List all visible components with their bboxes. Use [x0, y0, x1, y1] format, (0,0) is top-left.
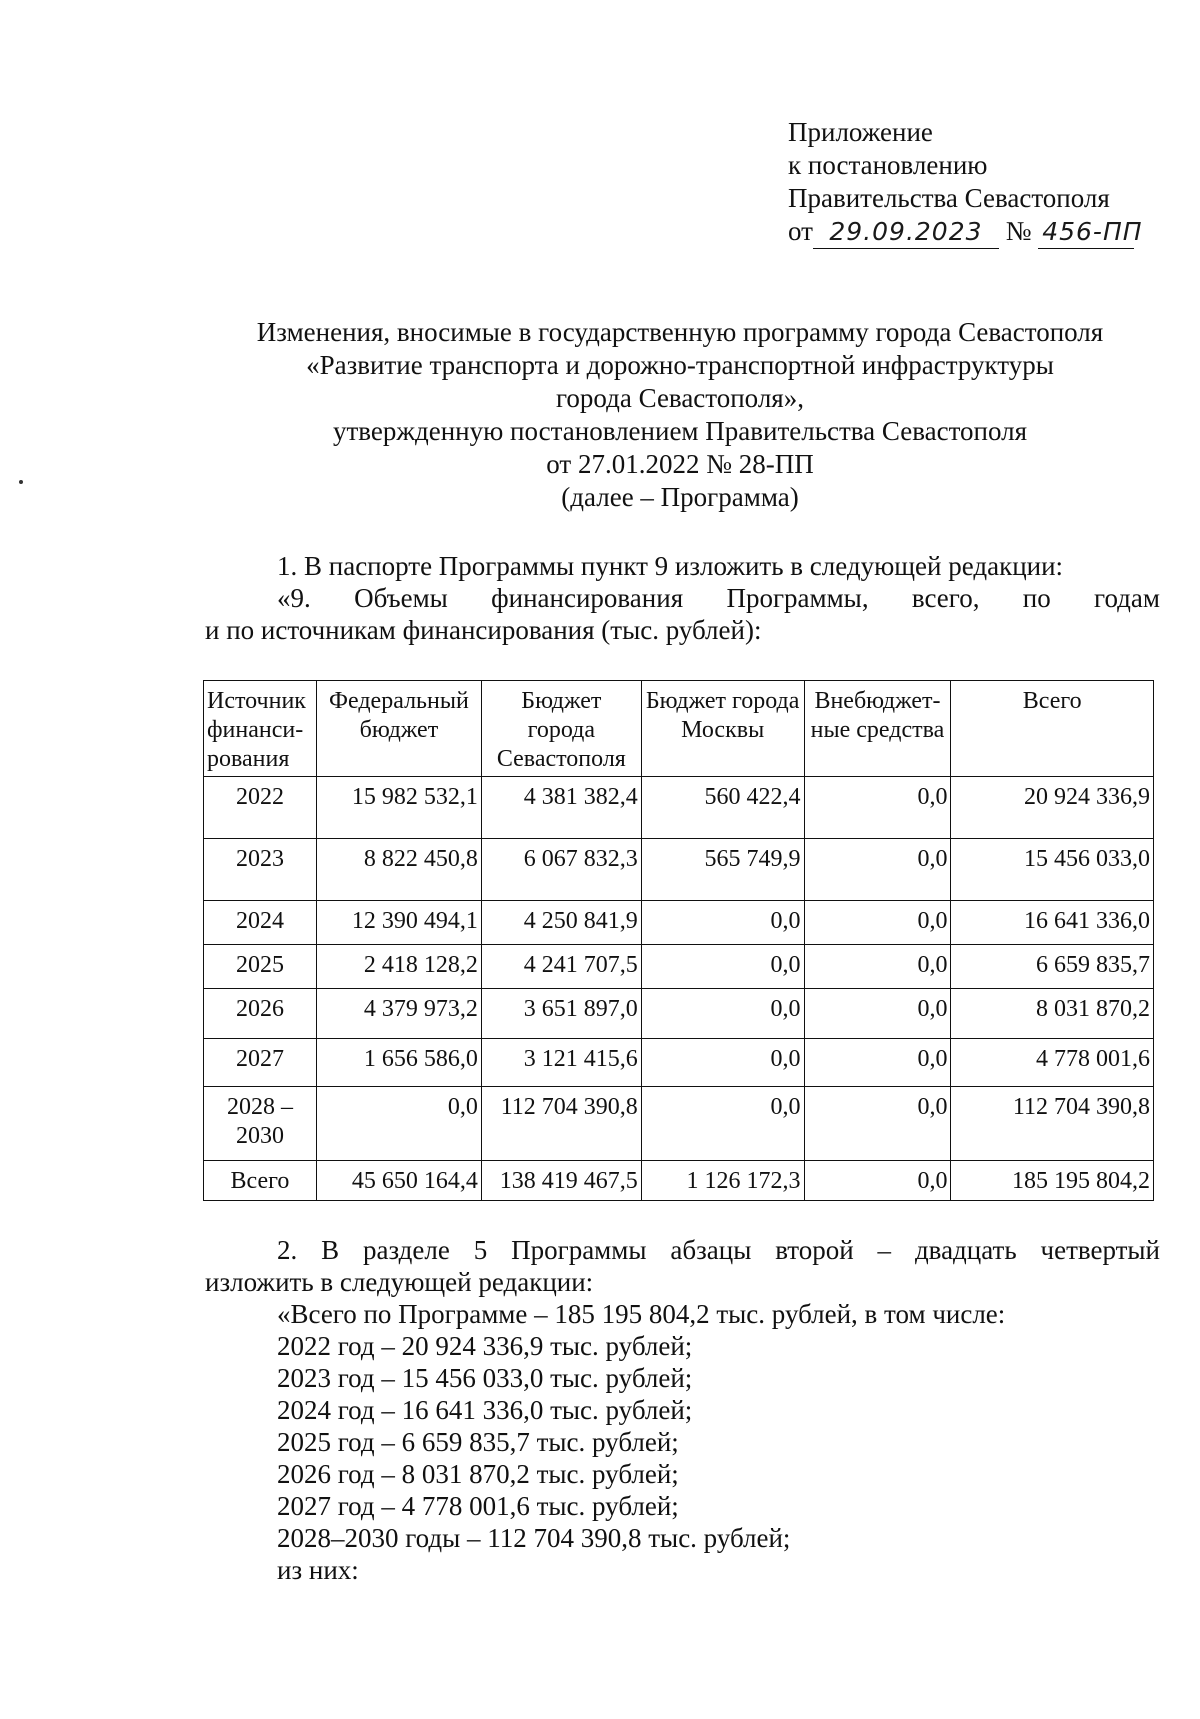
- value-cell: 0,0: [804, 945, 951, 989]
- value-cell: 0,0: [316, 1087, 481, 1161]
- value-cell: 20 924 336,9: [951, 777, 1154, 839]
- value-cell: 3 121 415,6: [481, 1039, 641, 1087]
- table-row: [204, 839, 1154, 901]
- row-label-cell: 2022: [204, 777, 317, 839]
- table-row: [204, 945, 1154, 989]
- value-cell: 565 749,9: [641, 839, 804, 901]
- title-line: от 27.01.2022 № 28-ПП: [546, 449, 814, 479]
- section-2-item: из них:: [277, 1555, 359, 1585]
- section-2-item: 2025 год – 6 659 835,7 тыс. рублей;: [277, 1427, 679, 1457]
- title-line: утвержденную постановлением Правительства Севастополя: [332, 416, 1028, 446]
- section-2-item: 2022 год – 20 924 336,9 тыс. рублей;: [277, 1331, 693, 1361]
- financing-table: [203, 680, 1154, 1201]
- value-cell: 112 704 390,8: [481, 1087, 641, 1161]
- section-2-item: 2028–2030 годы – 112 704 390,8 тыс. рублей;: [277, 1523, 791, 1553]
- value-cell: 6 659 835,7: [951, 945, 1154, 989]
- table-header-row: [204, 681, 1154, 777]
- handwritten-date: 29.09.2023: [813, 215, 999, 249]
- value-cell: 0,0: [641, 901, 804, 945]
- section-2-item: 2026 год – 8 031 870,2 тыс. рублей;: [277, 1459, 679, 1489]
- number-prefix: №: [1005, 216, 1032, 246]
- value-cell: 8 822 450,8: [316, 839, 481, 901]
- section-1: [205, 550, 1160, 646]
- row-label-cell: 2026: [204, 989, 317, 1039]
- date-prefix: от: [788, 216, 813, 246]
- table-row: [204, 1161, 1154, 1201]
- value-cell: 0,0: [804, 1039, 951, 1087]
- column-header: Источник финанси-рования: [204, 681, 317, 777]
- value-cell: 8 031 870,2: [951, 989, 1154, 1039]
- value-cell: 0,0: [641, 1087, 804, 1161]
- value-cell: 560 422,4: [641, 777, 804, 839]
- value-cell: 0,0: [804, 777, 951, 839]
- section-2-item: 2027 год – 4 778 001,6 тыс. рублей;: [277, 1491, 679, 1521]
- value-cell: 4 381 382,4: [481, 777, 641, 839]
- title-line: города Севастополя»,: [556, 383, 804, 413]
- table-row: [204, 989, 1154, 1039]
- table-row: [204, 901, 1154, 945]
- document-title: [150, 316, 1200, 514]
- row-label-cell: 2028 – 2030: [204, 1087, 317, 1161]
- value-cell: 4 379 973,2: [316, 989, 481, 1039]
- table-row: [204, 777, 1154, 839]
- row-label-cell: 2027: [204, 1039, 317, 1087]
- handwritten-number: 456-ПП: [1038, 215, 1134, 249]
- value-cell: 2 418 128,2: [316, 945, 481, 989]
- value-cell: 1 656 586,0: [316, 1039, 481, 1087]
- scan-speck: [19, 480, 23, 484]
- value-cell: 3 651 897,0: [481, 989, 641, 1039]
- value-cell: 15 456 033,0: [951, 839, 1154, 901]
- section-2-item: 2023 год – 15 456 033,0 тыс. рублей;: [277, 1363, 693, 1393]
- value-cell: 112 704 390,8: [951, 1087, 1154, 1161]
- value-cell: 4 250 841,9: [481, 901, 641, 945]
- section-2-item: «Всего по Программе – 185 195 804,2 тыс. рублей, в том числе:: [277, 1299, 1006, 1329]
- value-cell: 4 778 001,6: [951, 1039, 1154, 1087]
- appendix-ref: к постановлению: [788, 150, 988, 180]
- value-cell: 6 067 832,3: [481, 839, 641, 901]
- value-cell: 0,0: [804, 839, 951, 901]
- column-header: Федеральный бюджет: [316, 681, 481, 777]
- value-cell: 15 982 532,1: [316, 777, 481, 839]
- column-header: Бюджет города Севастополя: [481, 681, 641, 777]
- appendix-label: Приложение: [788, 117, 933, 147]
- section-2-line: 2. В разделе 5 Программы абзацы второй – двадцать четвертый: [277, 1235, 1160, 1265]
- table-row: [204, 1039, 1154, 1087]
- section-1-line: 1. В паспорте Программы пункт 9 изложить в следующей редакции:: [277, 551, 1064, 581]
- title-line: (далее – Программа): [561, 482, 799, 512]
- table-row: [204, 1087, 1154, 1161]
- section-2: [205, 1234, 1160, 1586]
- column-header: Внебюджет-ные средства: [804, 681, 951, 777]
- value-cell: 0,0: [804, 1161, 951, 1201]
- value-cell: 0,0: [804, 989, 951, 1039]
- value-cell: 0,0: [641, 945, 804, 989]
- value-cell: 0,0: [641, 989, 804, 1039]
- value-cell: 45 650 164,4: [316, 1161, 481, 1201]
- value-cell: 4 241 707,5: [481, 945, 641, 989]
- title-line: Изменения, вносимые в государственную программу города Севастополя: [256, 317, 1104, 347]
- title-line: «Развитие транспорта и дорожно-транспортной инфраструктуры: [306, 350, 1054, 380]
- column-header: Всего: [951, 681, 1154, 777]
- value-cell: 0,0: [804, 1087, 951, 1161]
- value-cell: 185 195 804,2: [951, 1161, 1154, 1201]
- row-label-cell: Всего: [204, 1161, 317, 1201]
- appendix-issuer: Правительства Севастополя: [788, 183, 1110, 213]
- value-cell: 16 641 336,0: [951, 901, 1154, 945]
- value-cell: 138 419 467,5: [481, 1161, 641, 1201]
- row-label-cell: 2023: [204, 839, 317, 901]
- value-cell: 0,0: [804, 901, 951, 945]
- column-header: Бюджет города Москвы: [641, 681, 804, 777]
- section-1-line: «9. Объемы финансирования Программы, всего, по годам: [277, 583, 1160, 613]
- section-2-item: 2024 год – 16 641 336,0 тыс. рублей;: [277, 1395, 693, 1425]
- appendix-header: [788, 116, 1143, 249]
- value-cell: 1 126 172,3: [641, 1161, 804, 1201]
- section-2-line: изложить в следующей редакции:: [205, 1267, 594, 1297]
- section-1-line: и по источникам финансирования (тыс. рублей):: [205, 615, 762, 645]
- value-cell: 12 390 494,1: [316, 901, 481, 945]
- section-2-list: [205, 1298, 1160, 1586]
- value-cell: 0,0: [641, 1039, 804, 1087]
- row-label-cell: 2024: [204, 901, 317, 945]
- appendix-date-line: [788, 215, 1143, 249]
- row-label-cell: 2025: [204, 945, 317, 989]
